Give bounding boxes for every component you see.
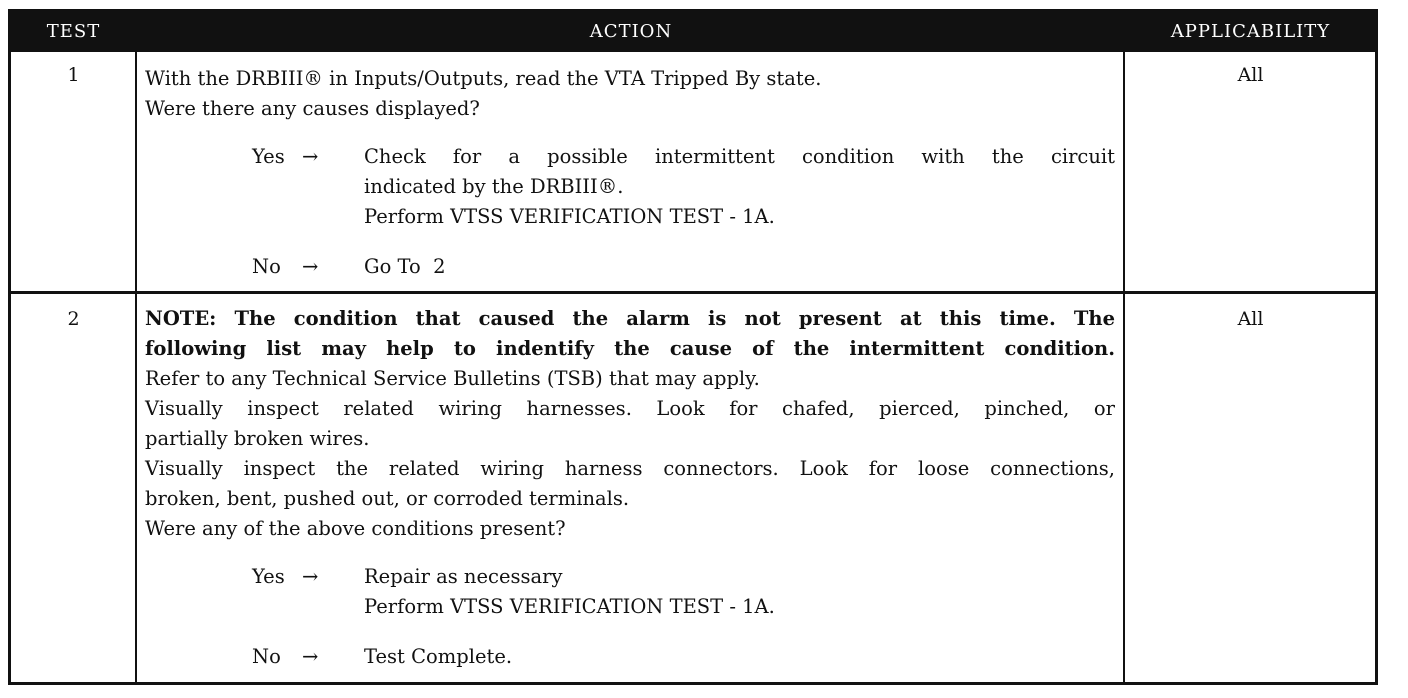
header-applicability: APPLICABILITY (1170, 21, 1331, 42)
instruction-text: Visually inspect the related wiring harness connectors. Look for loose connections, (145, 457, 1115, 480)
arrow-icon: → (302, 645, 319, 668)
answer-text: Perform VTSS VERIFICATION TEST - 1A. (364, 205, 775, 228)
test-number: 1 (67, 64, 80, 86)
answer-yes (252, 562, 1115, 622)
table-row (11, 52, 1375, 294)
applicability-value: All (1237, 64, 1264, 86)
answer-no (252, 252, 1115, 282)
note-text: following list may help to indentify the cause of the intermittent condition. (145, 337, 1115, 360)
action-cell (145, 304, 1115, 672)
instruction-text: broken, bent, pushed out, or corroded terminals. (145, 487, 630, 510)
answer-text: Check for a possible intermittent condition with the circuit (364, 145, 1115, 168)
question-text: Were there any causes displayed? (145, 97, 480, 120)
table-row (11, 296, 1375, 682)
answer-text: Repair as necessary (364, 565, 563, 588)
diagnostic-test-table (8, 9, 1378, 685)
question-text: Were any of the above conditions present? (145, 517, 566, 540)
action-cell (145, 64, 1115, 282)
answer-label: Yes (252, 145, 285, 168)
answer-text: indicated by the DRBIII®. (364, 175, 624, 198)
arrow-icon: → (302, 255, 319, 278)
instruction-text: With the DRBIII® in Inputs/Outputs, read the VTA Tripped By state. (145, 67, 822, 90)
applicability-value: All (1237, 308, 1264, 330)
arrow-icon: → (302, 145, 319, 168)
header-action: ACTION (589, 21, 673, 42)
answer-label: No (252, 255, 281, 278)
answer-text: Test Complete. (364, 645, 513, 668)
answer-text: Go To 2 (364, 255, 446, 278)
answer-label: No (252, 645, 281, 668)
instruction-text: Visually inspect related wiring harnesses. Look for chafed, pierced, pinched, or (145, 397, 1115, 420)
test-number: 2 (67, 308, 80, 330)
row-divider (11, 291, 1375, 294)
answer-text: Perform VTSS VERIFICATION TEST - 1A. (364, 595, 775, 618)
answer-label: Yes (252, 565, 285, 588)
answer-yes (252, 142, 1115, 232)
table-header (11, 12, 1375, 52)
arrow-icon: → (302, 565, 319, 588)
note-text: NOTE: The condition that caused the alarm is not present at this time. The (145, 307, 1115, 330)
answer-no (252, 642, 1115, 672)
instruction-text: partially broken wires. (145, 427, 370, 450)
instruction-text: Refer to any Technical Service Bulletins (TSB) that may apply. (145, 367, 760, 390)
header-test: TEST (46, 21, 101, 42)
